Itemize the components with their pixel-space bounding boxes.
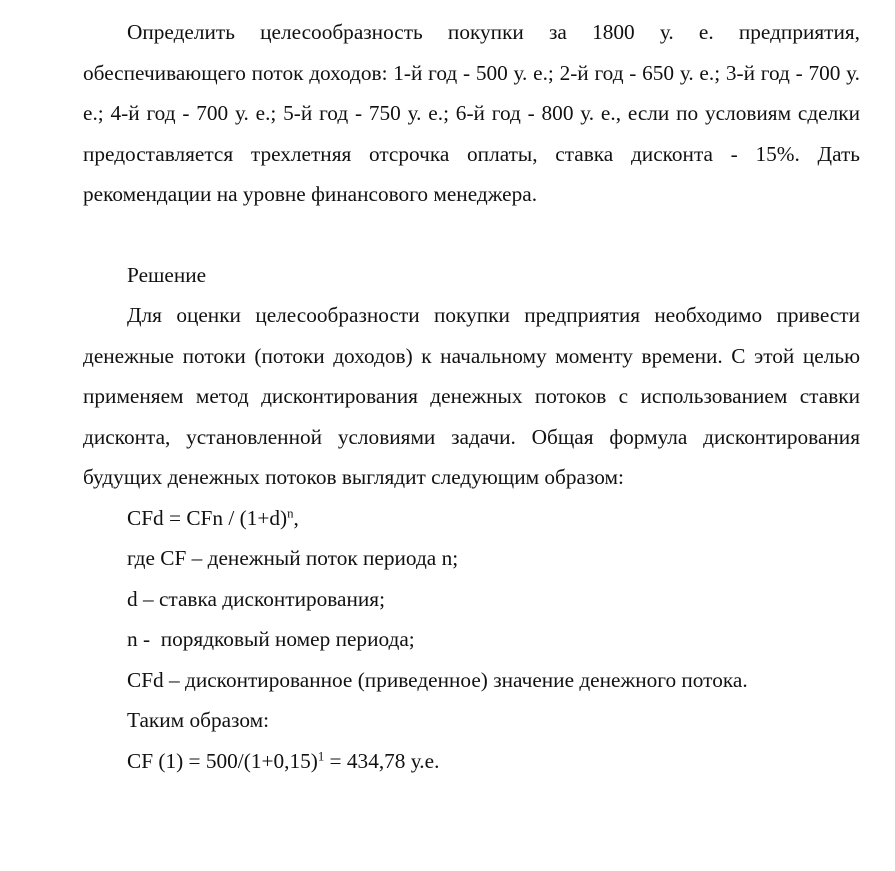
task-paragraph: Определить целесообразность покупки за 1800 у. е. предприятия, обеспечивающего поток доходов: 1-й год - 500 у. е.; 2-й год - 650 у. е.; 3-й год - 700 у. е.; 4-й год - 700 у. е.; 5-й год - 750 у. е.; 6-й год - 800 у. е., если по условиям сделки предоставляется трехлетняя отсрочка оплаты, ставка дисконта - 15%. Дать рекомендации на уровне финансового менеджера.: [83, 20, 860, 206]
solution-heading: Решение: [127, 262, 207, 287]
calculation-tail: = 434,78 у.е.: [324, 748, 440, 773]
definition-d: d – ставка дисконтирования;: [127, 586, 386, 611]
calculation-exponent: 1: [317, 748, 325, 763]
conclusion-intro: Таким образом:: [127, 708, 269, 732]
formula-exponent: n: [287, 505, 294, 520]
definition-cfd: CFd – дисконтированное (приведенное) значение денежного потока.: [127, 667, 748, 692]
formula-main: CFd = CFn / (1+d): [127, 505, 288, 530]
discount-formula: [83, 498, 860, 539]
formula-tail: ,: [293, 505, 299, 530]
calculation-main: CF (1) = 500/(1+0,15): [127, 748, 318, 773]
solution-intro-paragraph: Для оценки целесообразности покупки предприятия необходимо привести денежные потоки (потоки доходов) к начальному моменту времени. С этой целью применяем метод дисконтирования денежных потоков с использованием ставки дисконта, установленной условиями задачи. Общая формула дисконтирования будущих денежных потоков выглядит следующим образом:: [83, 303, 860, 489]
definition-cf: где CF – денежный поток периода n;: [127, 546, 459, 570]
paragraph-gap: [83, 215, 860, 255]
calculation-year-1: [83, 741, 860, 782]
definition-n: n - порядковый номер периода;: [127, 627, 415, 651]
